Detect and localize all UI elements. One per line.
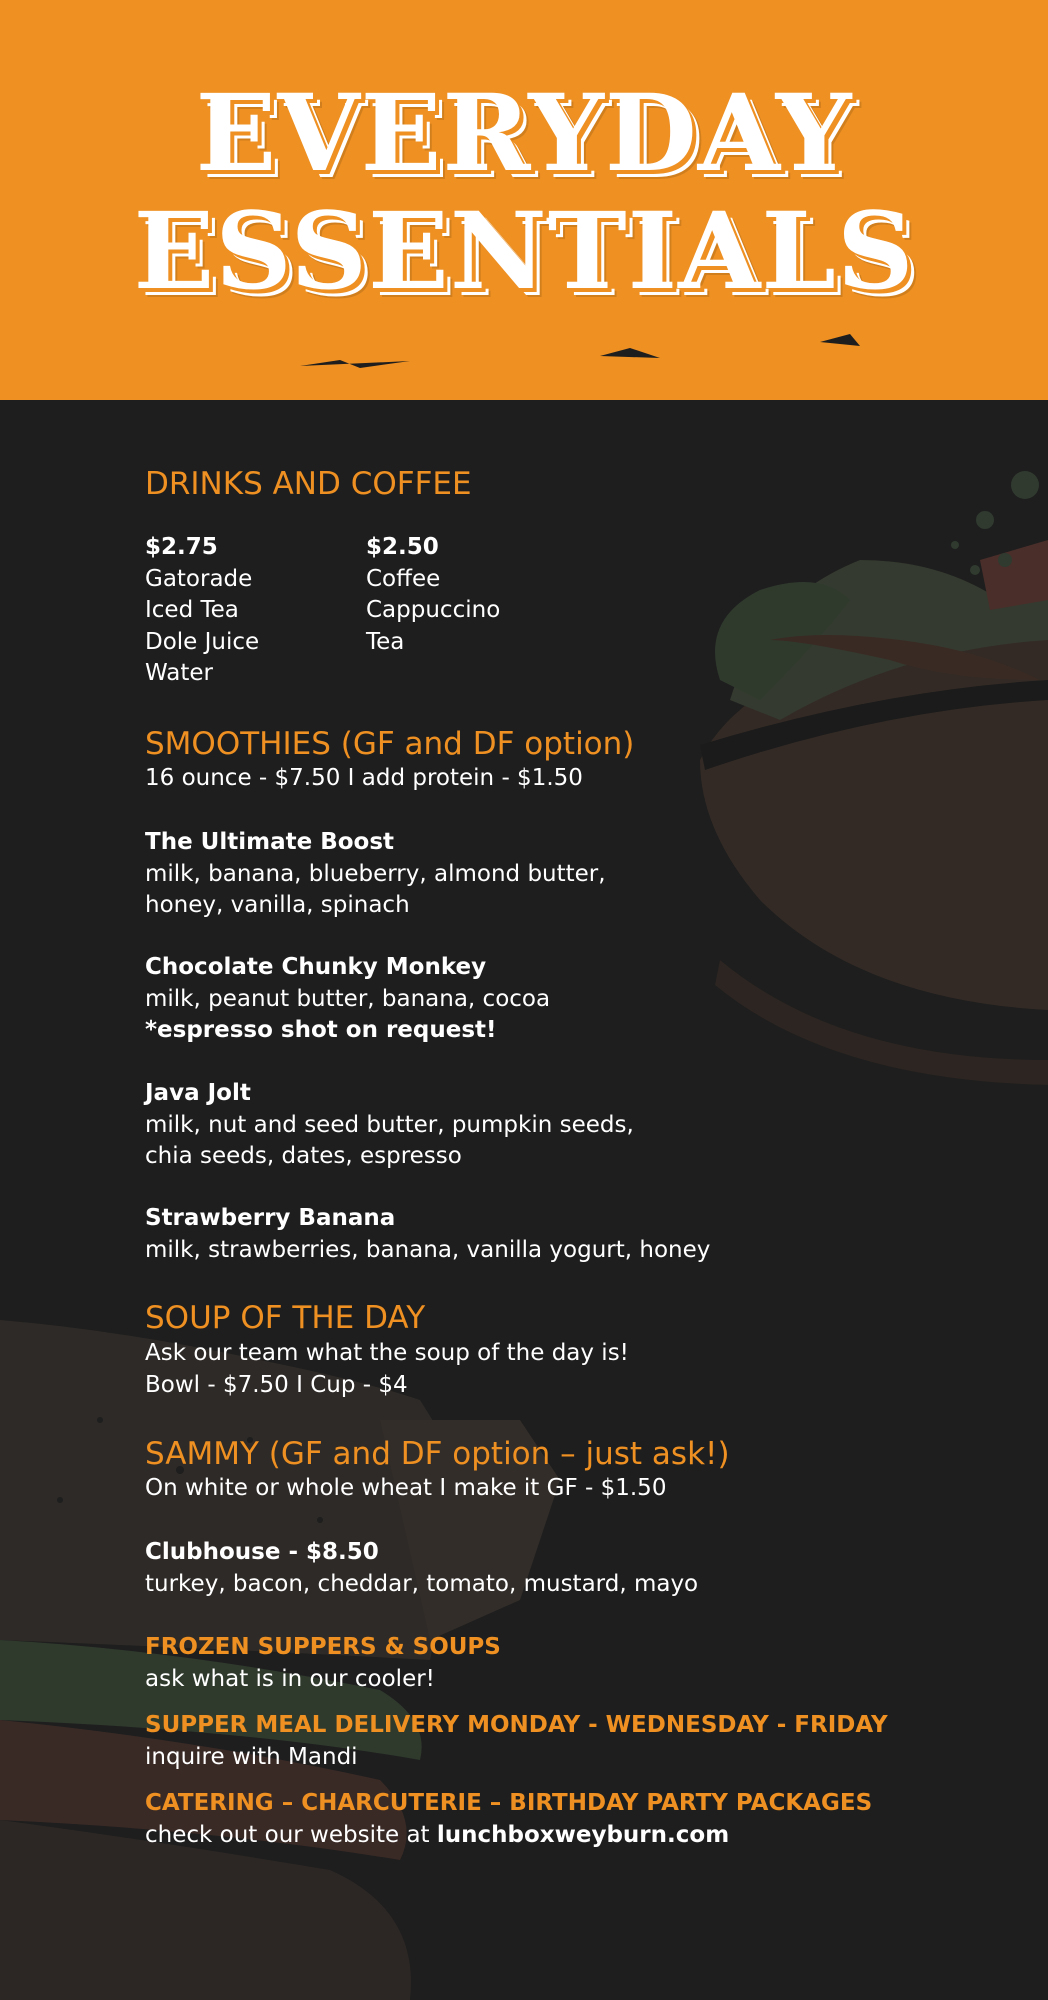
- smoothie-desc: chia seeds, dates, espresso: [145, 1143, 462, 1169]
- drinks-heading: DRINKS AND COFFEE: [145, 466, 472, 502]
- smoothie-name: Strawberry Banana: [145, 1205, 396, 1231]
- drinks-column-1: [145, 532, 259, 690]
- extra-heading: FROZEN SUPPERS & SOUPS: [145, 1634, 501, 1660]
- drink-item: Dole Juice: [145, 628, 260, 655]
- smoothie-name: Chocolate Chunky Monkey: [145, 954, 487, 980]
- drinks-price-1: $2.75: [145, 534, 218, 560]
- page-title-line-1: EVERYDAY: [195, 70, 853, 195]
- drink-item: Tea: [366, 628, 405, 655]
- sammy-options: On white or whole wheat I make it GF - $1.50: [145, 1475, 667, 1501]
- extra-text: ask what is in our cooler!: [145, 1666, 435, 1692]
- smoothie-name: Java Jolt: [145, 1080, 251, 1106]
- drink-item: Cappuccino: [366, 597, 501, 623]
- drinks-price-2: $2.50: [366, 534, 439, 560]
- extra-text: [145, 1820, 729, 1852]
- drink-item: Iced Tea: [145, 597, 239, 623]
- extra-text-prefix: check out our website at: [145, 1822, 437, 1848]
- smoothie-desc: milk, strawberries, banana, vanilla yogurt, honey: [145, 1236, 711, 1263]
- sammy-item-desc: turkey, bacon, cheddar, tomato, mustard, mayo: [145, 1571, 699, 1597]
- drinks-column-2: [366, 532, 500, 658]
- smoothies-pricing: 16 ounce - $7.50 I add protein - $1.50: [145, 765, 583, 791]
- soup-text: Ask our team what the soup of the day is!: [145, 1340, 629, 1366]
- smoothie-name: The Ultimate Boost: [145, 829, 395, 855]
- soup-heading: SOUP OF THE DAY: [145, 1300, 426, 1336]
- website-link[interactable]: lunchboxweyburn.com: [436, 1822, 730, 1848]
- smoothie-desc: milk, banana, blueberry, almond butter,: [145, 860, 606, 887]
- smoothie-note: *espresso shot on request!: [145, 1017, 497, 1043]
- extra-text: inquire with Mandi: [145, 1744, 358, 1770]
- smoothie-item: [145, 827, 606, 922]
- extra-heading: SUPPER MEAL DELIVERY MONDAY - WEDNESDAY - FRIDAY: [145, 1712, 888, 1738]
- sammy-heading: SAMMY (GF and DF option – just ask!): [145, 1436, 730, 1472]
- smoothie-desc: milk, peanut butter, banana, cocoa: [145, 985, 551, 1012]
- extra-heading: CATERING – CHARCUTERIE – BIRTHDAY PARTY PACKAGES: [145, 1790, 873, 1816]
- drink-item: Gatorade: [145, 565, 253, 592]
- smoothie-desc: honey, vanilla, spinach: [145, 892, 410, 918]
- sammy-item-name: Clubhouse - $8.50: [145, 1539, 379, 1565]
- page-title-line-2: ESSENTIALS: [133, 188, 915, 313]
- smoothie-item: [145, 952, 550, 1047]
- torn-edge-divider: [0, 320, 1048, 420]
- smoothie-desc: milk, nut and seed butter, pumpkin seeds,: [145, 1111, 634, 1138]
- drink-item: Coffee: [366, 565, 441, 592]
- smoothies-heading: SMOOTHIES (GF and DF option): [145, 726, 635, 762]
- smoothie-item: [145, 1203, 710, 1266]
- smoothie-item: [145, 1078, 634, 1173]
- drink-item: Water: [145, 660, 213, 686]
- soup-pricing: Bowl - $7.50 I Cup - $4: [145, 1372, 408, 1398]
